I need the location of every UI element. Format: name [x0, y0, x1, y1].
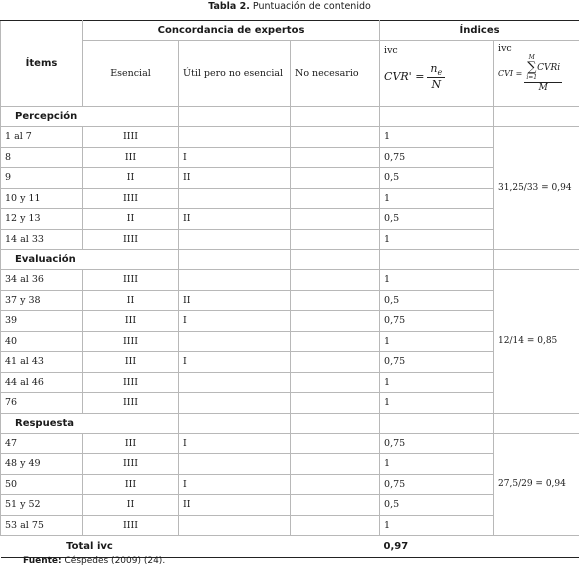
no-necesario-cell: [291, 188, 380, 209]
item-cell: 40: [1, 331, 83, 352]
table-row: [1, 331, 579, 352]
table-row: [1, 290, 579, 311]
table-row: [1, 515, 579, 536]
total-label: Total ivc: [1, 536, 179, 558]
header-util: Útil pero no esencial: [179, 41, 291, 107]
table-row: [1, 393, 579, 414]
esencial-cell: III: [83, 147, 179, 168]
table-row: [1, 147, 579, 168]
header-items: Ítems: [1, 21, 83, 107]
empty-cell: [494, 250, 579, 270]
empty-cell: [380, 413, 494, 433]
ivc-cell: 1: [380, 331, 494, 352]
util-cell: I: [179, 311, 291, 332]
esencial-cell: II: [83, 290, 179, 311]
empty-cell: [179, 536, 291, 558]
table-row: [1, 495, 579, 516]
table-row: [1, 352, 579, 373]
empty-cell: [291, 250, 380, 270]
table-row: [1, 372, 579, 393]
util-cell: [179, 331, 291, 352]
table-row: [1, 168, 579, 189]
cvi-denominator: M: [538, 83, 548, 93]
header-no-necesario: No necesario: [291, 41, 380, 107]
util-cell: II: [179, 209, 291, 230]
esencial-cell: II: [83, 209, 179, 230]
no-necesario-cell: [291, 209, 380, 230]
esencial-cell: III: [83, 433, 179, 454]
ivc-cell: 0,5: [380, 209, 494, 230]
ivc-cell: 1: [380, 229, 494, 250]
esencial-cell: II: [83, 495, 179, 516]
empty-cell: [291, 413, 380, 433]
cvi-numerator: M ∑ i=1 CVRi: [526, 54, 561, 81]
no-necesario-cell: [291, 352, 380, 373]
esencial-cell: IIII: [83, 188, 179, 209]
ivc-cell: 0,75: [380, 147, 494, 168]
ivc-cell: 0,75: [380, 474, 494, 495]
section-row: [1, 413, 579, 433]
table-row: [1, 270, 579, 291]
cvr-denominator: N: [431, 78, 442, 92]
util-cell: [179, 229, 291, 250]
no-necesario-cell: [291, 433, 380, 454]
ivc-cell: 0,75: [380, 352, 494, 373]
ivc-cell: 0,5: [380, 495, 494, 516]
util-cell: [179, 393, 291, 414]
esencial-cell: IIII: [83, 454, 179, 475]
item-cell: 51 y 52: [1, 495, 83, 516]
item-cell: 37 y 38: [1, 290, 83, 311]
header-ivc-cvi: [494, 41, 579, 107]
empty-cell: [179, 107, 291, 127]
table-row: [1, 209, 579, 230]
cvr-numerator: $n_e$: [427, 62, 445, 78]
no-necesario-cell: [291, 495, 380, 516]
no-necesario-cell: [291, 454, 380, 475]
ivc-cell: 1: [380, 454, 494, 475]
section-row: [1, 250, 579, 270]
empty-cell: [179, 250, 291, 270]
cvr-fraction: [427, 62, 445, 91]
section-index: 12/14 = 0,85: [494, 270, 579, 414]
util-cell: [179, 127, 291, 148]
ivc-cell: 1: [380, 515, 494, 536]
table-row: [1, 229, 579, 250]
header-esencial: Esencial: [83, 41, 179, 107]
util-cell: [179, 372, 291, 393]
ivc-cell: 0,5: [380, 168, 494, 189]
ivc-cell: 0,5: [380, 290, 494, 311]
header-indices: Índices: [380, 21, 579, 41]
item-cell: 9: [1, 168, 83, 189]
cvr-lhs: CVR' =: [384, 70, 425, 84]
no-necesario-cell: [291, 372, 380, 393]
no-necesario-cell: [291, 474, 380, 495]
esencial-cell: III: [83, 311, 179, 332]
total-value: 0,97: [380, 536, 494, 558]
table-row: [1, 188, 579, 209]
esencial-cell: IIII: [83, 229, 179, 250]
util-cell: II: [179, 290, 291, 311]
source-note: [23, 556, 165, 566]
item-cell: 10 y 11: [1, 188, 83, 209]
no-necesario-cell: [291, 515, 380, 536]
item-cell: 53 al 75: [1, 515, 83, 536]
cvi-fraction: [524, 54, 562, 93]
section-index: 31,25/33 = 0,94: [494, 127, 579, 250]
section-index: 27,5/29 = 0,94: [494, 433, 579, 536]
item-cell: 47: [1, 433, 83, 454]
no-necesario-cell: [291, 331, 380, 352]
ivc-cell: 1: [380, 127, 494, 148]
no-necesario-cell: [291, 147, 380, 168]
table-caption: [0, 0, 579, 13]
empty-cell: [380, 250, 494, 270]
item-cell: 1 al 7: [1, 127, 83, 148]
section-row: [1, 107, 579, 127]
no-necesario-cell: [291, 229, 380, 250]
no-necesario-cell: [291, 168, 380, 189]
item-cell: 12 y 13: [1, 209, 83, 230]
table-row: [1, 454, 579, 475]
ivc-cell: 0,75: [380, 311, 494, 332]
no-necesario-cell: [291, 270, 380, 291]
header-ivc-cvr: [380, 41, 494, 107]
item-cell: 76: [1, 393, 83, 414]
util-cell: I: [179, 433, 291, 454]
util-cell: II: [179, 495, 291, 516]
ivc-label-2: ivc: [498, 43, 512, 54]
esencial-cell: III: [83, 352, 179, 373]
content-score-table: [0, 20, 579, 558]
util-cell: I: [179, 474, 291, 495]
ivc-cell: 1: [380, 393, 494, 414]
section-title: Percepción: [1, 107, 179, 127]
ivc-cell: 1: [380, 188, 494, 209]
ivc-cell: 0,75: [380, 433, 494, 454]
item-cell: 8: [1, 147, 83, 168]
header-concordancia: Concordancia de expertos: [83, 21, 380, 41]
total-row: [1, 536, 579, 558]
esencial-cell: IIII: [83, 372, 179, 393]
caption-text: Puntuación de contenido: [252, 1, 371, 12]
empty-cell: [494, 107, 579, 127]
util-cell: II: [179, 168, 291, 189]
esencial-cell: IIII: [83, 393, 179, 414]
empty-cell: [291, 536, 380, 558]
no-necesario-cell: [291, 393, 380, 414]
empty-cell: [494, 413, 579, 433]
no-necesario-cell: [291, 311, 380, 332]
esencial-cell: IIII: [83, 127, 179, 148]
item-cell: 48 y 49: [1, 454, 83, 475]
section-title: Respuesta: [1, 413, 179, 433]
esencial-cell: IIII: [83, 270, 179, 291]
item-cell: 14 al 33: [1, 229, 83, 250]
ivc-cell: 1: [380, 270, 494, 291]
table-row: [1, 127, 579, 148]
source-label: Fuente:: [23, 556, 62, 566]
table-row: [1, 433, 579, 454]
ivc-label-1: ivc: [384, 45, 398, 56]
caption-label: Tabla 2.: [208, 1, 250, 12]
esencial-cell: II: [83, 168, 179, 189]
item-cell: 34 al 36: [1, 270, 83, 291]
empty-cell: [380, 107, 494, 127]
esencial-cell: IIII: [83, 331, 179, 352]
util-cell: I: [179, 147, 291, 168]
util-cell: [179, 188, 291, 209]
item-cell: 39: [1, 311, 83, 332]
no-necesario-cell: [291, 290, 380, 311]
empty-cell: [494, 536, 579, 558]
no-necesario-cell: [291, 127, 380, 148]
util-cell: [179, 515, 291, 536]
ivc-cell: 1: [380, 372, 494, 393]
empty-cell: [179, 413, 291, 433]
util-cell: [179, 454, 291, 475]
util-cell: [179, 270, 291, 291]
table-row: [1, 311, 579, 332]
item-cell: 50: [1, 474, 83, 495]
cvi-lhs: CVI =: [498, 69, 523, 78]
section-title: Evaluación: [1, 250, 179, 270]
util-cell: I: [179, 352, 291, 373]
source-text: Céspedes (2009) (24).: [64, 556, 166, 566]
esencial-cell: III: [83, 474, 179, 495]
cvi-formula: [498, 54, 575, 93]
table-row: [1, 474, 579, 495]
item-cell: 41 al 43: [1, 352, 83, 373]
empty-cell: [291, 107, 380, 127]
item-cell: 44 al 46: [1, 372, 83, 393]
cvr-formula: [384, 62, 489, 91]
esencial-cell: IIII: [83, 515, 179, 536]
